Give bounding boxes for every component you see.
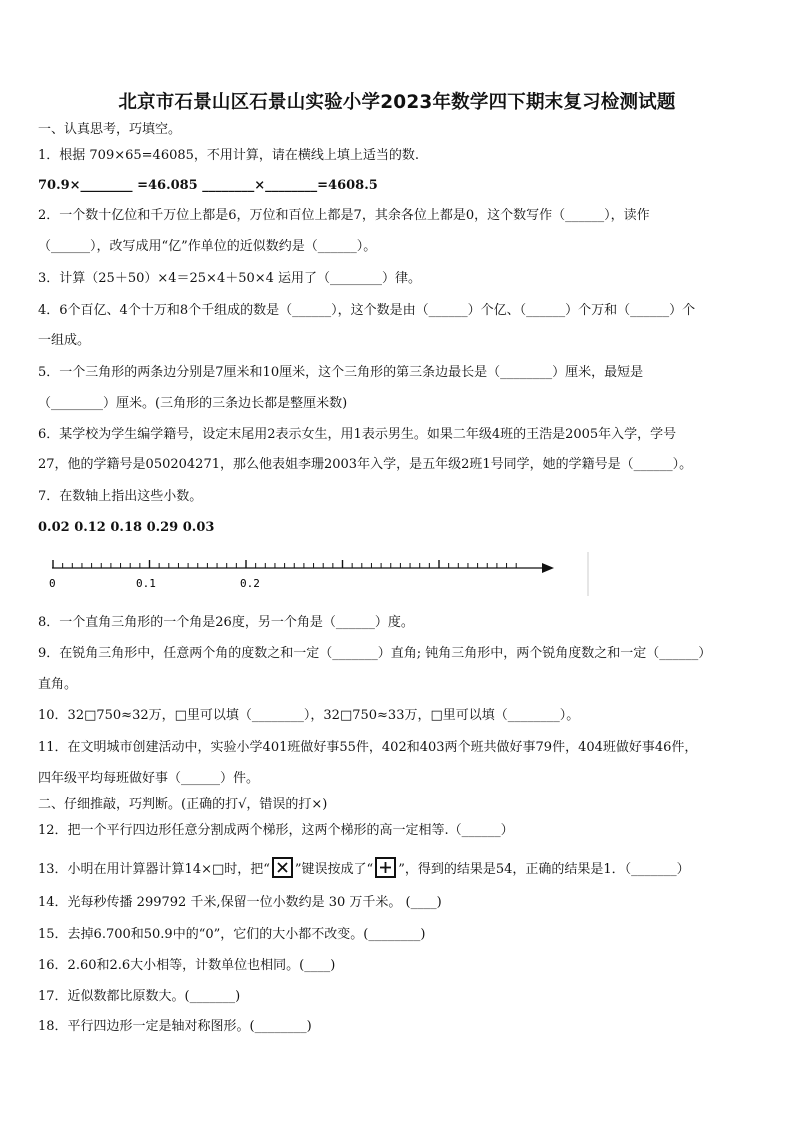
question-7: 7．在数轴上指出这些小数。 bbox=[38, 489, 203, 504]
question-2-line-1: 2．一个数十亿位和千万位上都是6，万位和百位上都是7，其余各位上都是0，这个数写作（______），读作 bbox=[38, 208, 650, 223]
question-7-numbers: 0.02 0.12 0.18 0.29 0.03 bbox=[38, 520, 215, 535]
question-12: 12．把一个平行四边形任意分割成两个梯形，这两个梯形的高一定相等.（______） bbox=[38, 823, 514, 838]
number-line-ticks bbox=[53, 560, 516, 568]
axis-label-0: 0 bbox=[49, 577, 56, 590]
question-8: 8．一个直角三角形的一个角是26度，另一个角是（______）度。 bbox=[38, 615, 414, 630]
question-1: 1．根据 709×65=46085，不用计算，请在横线上填上适当的数. bbox=[38, 148, 420, 163]
question-9-line-1: 9．在锐角三角形中，任意两个角的度数之和一定（_______）直角; 钝角三角形中，两个锐角度数之和一定（______） bbox=[38, 646, 712, 661]
question-10: 10．32□750≈32万，□里可以填（________），32□750≈33万，□里可以填（________）。 bbox=[38, 708, 580, 723]
question-4-line-1: 4．6个百亿、4个十万和8个千组成的数是（______），这个数是由（______）个亿、（______）个万和（______）个 bbox=[38, 303, 696, 318]
number-line bbox=[40, 550, 600, 600]
plus-key-icon bbox=[375, 857, 396, 878]
question-13 bbox=[38, 857, 760, 881]
question-4-line-2: 一组成。 bbox=[38, 333, 91, 348]
question-13-part-3: ”，得到的结果是54，正确的结果是1．（_______） bbox=[398, 862, 690, 877]
question-11-line-2: 四年级平均每班做好事（______）件。 bbox=[38, 771, 260, 786]
question-6-line-1: 6．某学校为学生编学籍号，设定末尾用2表示女生，用1表示男生。如果二年级4班的王浩是2005年入学，学号 bbox=[38, 427, 677, 442]
question-13-part-2: ”键误按成了“ bbox=[294, 862, 374, 877]
question-9-line-2: 直角。 bbox=[38, 677, 78, 692]
question-14: 14．光每秒传播 299792 千米,保留一位小数约是 30 万千米。 (____) bbox=[38, 895, 442, 910]
question-2-line-2: （______），改写成用“亿”作单位的近似数约是（______）。 bbox=[38, 239, 377, 254]
question-13-part-1: 13．小明在用计算器计算14×□时，把“ bbox=[38, 862, 270, 877]
question-15: 15．去掉6.700和50.9中的“0”，它们的大小都不改变。(________) bbox=[38, 927, 426, 942]
question-18: 18．平行四边形一定是轴对称图形。(________) bbox=[38, 1019, 312, 1034]
times-key-icon bbox=[272, 857, 293, 878]
axis-label-0-2: 0.2 bbox=[240, 577, 260, 590]
question-3: 3．计算（25＋50）×4＝25×4＋50×4 运用了（________）律。 bbox=[38, 271, 422, 286]
question-16: 16．2.60和2.6大小相等，计数单位也相同。(____) bbox=[38, 958, 336, 973]
question-11-line-1: 11．在文明城市创建活动中，实验小学401班做好事55件，402和403两个班共做好事79件，404班做好事46件， bbox=[38, 740, 698, 755]
question-5-line-2: （________）厘米。(三角形的三条边长都是整厘米数) bbox=[38, 396, 348, 411]
question-1-blanks: 70.9×________ =46.085 ________×________=4608.5 bbox=[38, 178, 378, 193]
question-6-line-2: 27，他的学籍号是050204271，那么他表姐李珊2003年入学，是五年级2班1号同学，她的学籍号是（______）。 bbox=[38, 457, 693, 472]
question-5-line-1: 5．一个三角形的两条边分别是7厘米和10厘米，这个三角形的第三条边最长是（________）厘米，最短是 bbox=[38, 365, 644, 380]
section-heading-judge: 二、仔细推敲，巧判断。(正确的打√，错误的打×) bbox=[38, 797, 328, 812]
section-heading-fill: 一、认真思考，巧填空。 bbox=[38, 122, 182, 137]
arrow-right-icon bbox=[542, 563, 554, 573]
axis-label-0-1: 0.1 bbox=[136, 577, 156, 590]
page-title: 北京市石景山区石景山实验小学2023年数学四下期末复习检测试题 bbox=[118, 92, 676, 113]
question-17: 17．近似数都比原数大。(_______) bbox=[38, 989, 241, 1004]
